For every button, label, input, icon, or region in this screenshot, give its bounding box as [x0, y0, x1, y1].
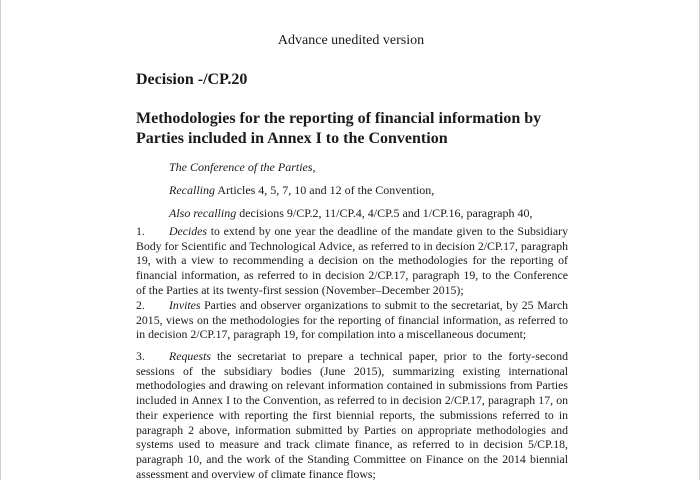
preamble-recalling-text: Articles 4, 5, 7, 10 and 12 of the Convention, — [214, 183, 435, 197]
version-header: Advance unedited version — [277, 33, 425, 48]
paragraph-lead: Requests — [169, 349, 211, 363]
paragraph-3 — [136, 349, 568, 481]
paragraph-number: 3. — [136, 349, 145, 363]
preamble-line-1 — [169, 160, 316, 175]
paragraph-text: the secretariat to prepare a technical paper, prior to the forty-second sessions of the subsidiary bodies (June 2015), summarizing existing international methodologies and drawing on relevant information contained in submissions from Parties included in Annex I to the Convention, as referred to in decision 2/CP.17, paragraph 17, on their experience with reporting the first biennial reports, the submissions referred to in paragraph 2 above, information submitted by Parties on appropriate methodologies and systems used to measure and track climate finance, as referred to in decision 5/CP.18, paragraph 10, and the work of the Standing Committee on Finance on the 2014 biennial assessment and overview of climate finance flows; — [136, 349, 568, 481]
paragraph-number: 1. — [136, 224, 145, 238]
paragraph-text: Parties and observer organizations to submit to the secretariat, by 25 March 2015, views on the methodologies for the reporting of financial information, as referred to in decision 2/CP.17, paragraph 19, for compilation into a miscellaneous document; — [136, 298, 568, 342]
document-title: Methodologies for the reporting of financial information by Parties included in Annex I to the Convention — [136, 110, 542, 147]
preamble-recalling-lead: Recalling — [169, 183, 215, 197]
preamble-conference: The Conference of the Parties, — [169, 160, 316, 174]
paragraph-lead: Invites — [169, 298, 201, 312]
preamble-also-recalling-text: decisions 9/CP.2, 11/CP.4, 4/CP.5 and 1/CP.16, paragraph 40, — [236, 206, 533, 220]
preamble-line-3 — [169, 206, 532, 221]
decision-number: Decision -/CP.20 — [136, 71, 248, 88]
preamble-also-recalling-lead: Also recalling — [169, 206, 237, 220]
paragraph-1 — [136, 224, 568, 298]
paragraph-text: to extend by one year the deadline of the mandate given to the Subsidiary Body for Scientific and Technological Advice, as referred to in decision 2/CP.17, paragraph 19, with a view to recommending a decision on the methodologies for the reporting of financial information, as referred to in decision 2/CP.17, paragraph 19, to the Conference of the Parties at its twenty-first session (November–December 2015); — [136, 224, 568, 297]
paragraph-number: 2. — [136, 298, 145, 312]
paragraph-lead: Decides — [169, 224, 207, 238]
preamble-line-2 — [169, 183, 434, 198]
paragraph-2 — [136, 298, 568, 342]
